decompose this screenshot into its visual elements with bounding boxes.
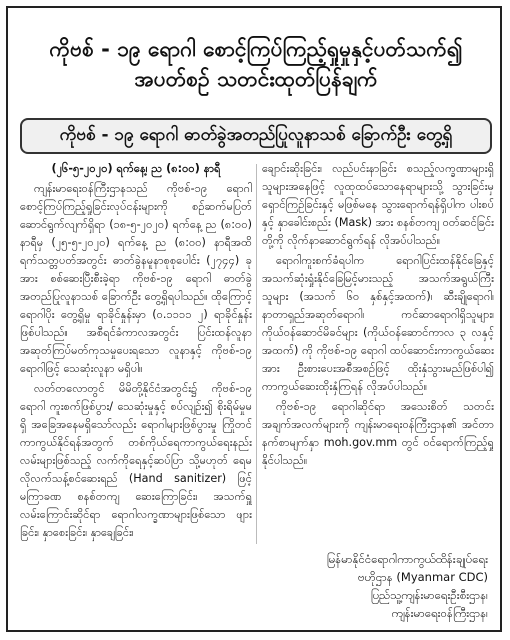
headline-line-2: အပတ်စဉ် သတင်းထုတ်ပြန်ချက်	[134, 67, 378, 91]
headline	[16, 16, 496, 112]
column-divider	[256, 164, 257, 544]
signoff-line-4: ကျန်းမာရေးဝန်ကြီးဌာန၊	[391, 606, 488, 620]
signoff-line-2: ဗဟိုဌာန (Myanmar CDC)	[357, 570, 488, 584]
left-paragraph-2: လတ်တလောတွင် မိမိတို့နိုင်ငံအတွင်း၌ ကိုဗစ်-၁၉ ရောဂါ ကူးစက်ဖြစ်ပွား/ သေဆုံးမှုနှင့် စပ်လျဉ်း၍ စိုးရိမ်မှုမရှိ အခြေအနေမရှိသော်လည်း ရောဂါများဖြစ်ပွားမှု ကြိုတင်ကာကွယ်နိုင်ရန်အတွက် တစ်ကိုယ်ရေကာကွယ်ရေးနည်းလမ်းများဖြစ်သည့် လက်ကိုရေနှင့်ဆပ်ပြာ သို့မဟုတ် ရေမလိုလက်သန့်စင်ဆေးရည် (Hand sanitizer) ဖြင့် မကြာခဏ စနစ်တကျ ဆေးကြောခြင်း၊ အသက်ရှူလမ်းကြောင်းဆိုင်ရာ ရောဂါလက္ခဏာများဖြစ်သော ဖျားခြင်း၊ နှာစေးခြင်း၊ နှာချေခြင်း၊	[20, 382, 252, 539]
dateline: (၂၆-၅-၂၀၂၀) ရက်နေ့၊ ည (၈:၀၀) နာရီ	[51, 162, 221, 175]
headline-line-1: ကိုဗစ် - ၁၉ ရောဂါ စောင့်ကြပ်ကြည့်ရှုမှုနှင့်ပတ်သက်၍	[49, 37, 463, 61]
left-paragraph-1: ကျန်းမာရေးဝန်ကြီးဌာနသည် ကိုဗစ်-၁၉ ရောဂါ စောင့်ကြပ်ကြည့်ရှုခြင်းလုပ်ငန်းများကို စဉ်ဆက်မပြတ် ဆောင်ရွက်လျက်ရှိရာ (၁၈-၅-၂၀၂၀) ရက်နေ့ ည (၈:၀၀) နာရီမှ (၂၅-၅-၂၀၂၀) ရက်နေ့ ည (၈:၀၀) နာရီအထိ ရက်သတ္တပတ်အတွင်း ဓာတ်ခွဲနမူနာစုစုပေါင်း (၂၇၄၄) ခုအား စစ်ဆေးပြီးစီးခဲ့ရာ ကိုဗစ်-၁၉ ရောဂါ ဓာတ်ခွဲအတည်ပြုလူနာသစ် ခြောက်ဦး တွေ့ရှိရပါသည်။ ထိုကြောင့် ရောဂါပိုး တွေ့ရှိမှု ရာခိုင်နှုန်းမှာ (၀.၁၁၁၁ ၂) ရာခိုင်နှုန်းဖြစ်ပါသည်။ အစီရင်ခံကာလအတွင်း ပြင်းထန်လူနာ အဆုတ်ကြပ်မတ်ကုသမှုပေးရသော လူနာနှင့် ကိုဗစ်-၁၉ ရောဂါဖြင့် သေဆုံးလူနာ မရှိပါ။	[20, 182, 252, 375]
left-column	[20, 160, 252, 626]
right-paragraph-1: ချောင်းဆိုးခြင်း၊ လည်ပင်းနာခြင်း စသည့်လက္ခဏာများရှိသူများအနေဖြင့် လူထုထပ်သောနေရာများသို့ သွားခြင်းမှ ရှောင်ကြဉ်ခြင်းနှင့် မဖြစ်မနေ သွားရောက်ရန်ရှိပါက ပါးစပ်နှင့် နှာခေါင်းစည်း (Mask) အား စနစ်တကျ ဝတ်ဆင်ခြင်းတို့ကို လိုက်နာဆောင်ရွက်ရန် လိုအပ်ပါသည်။	[262, 162, 494, 247]
right-paragraph-2: ရောဂါကူးစက်ခံရပါက ရောဂါပြင်းထန်နိုင်ခြေနှင့် အသက်ဆုံးရှုံးနိုင်ခြေမြင့်မားသည့် အသက်အရွယ်ကြီးသူများ (အသက် ၆၀ နှစ်နှင့်အထက်)၊ ဆီးချိုရောဂါ၊ နာတာရှည်အဆုတ်ရောဂါ၊ ကင်ဆာရောဂါရှိသူများ၊ ကိုယ်ဝန်ဆောင်မိခင်များ (ကိုယ်ဝန်ဆောင်ကာလ ၃ လနှင့်အထက်) ကို ကိုဗစ်-၁၉ ရောဂါ ထပ်ဆောင်းကာကွယ်ဆေးအား ဦးစားပေးအစီအစဉ်ဖြင့် ထိုးနှံသွားမည်ဖြစ်ပါ၍ ကာကွယ်ဆေးထိုးနှံကြရန် လိုအပ်ပါသည်။	[262, 254, 494, 393]
news-release-frame	[6, 6, 502, 632]
right-paragraph-3: ကိုဗစ်-၁၉ ရောဂါဆိုင်ရာ အသေးစိတ် သတင်းအချက်အလက်များကို ကျန်းမာရေးဝန်ကြီးဌာန၏ အင်တာနက်စာမျက်နှာ moh.gov.mm တွင် ဝင်ရောက်ကြည့်ရှုနိုင်ပါသည်။	[262, 400, 494, 467]
signoff-line-3: ပြည်သူ့ကျန်းမာရေးဦးစီးဌာန၊	[370, 588, 488, 602]
signoff-line-1: မြန်မာနိုင်ငံရောဂါကာကွယ်ထိန်းချုပ်ရေး	[326, 552, 488, 566]
subheadline-box: ကိုဗစ် - ၁၉ ရောဂါ ဓာတ်ခွဲအတည်ပြုလူနာသစ် ခြောက်ဦး တွေ့ရှိ	[20, 118, 492, 154]
signoff	[288, 550, 488, 622]
